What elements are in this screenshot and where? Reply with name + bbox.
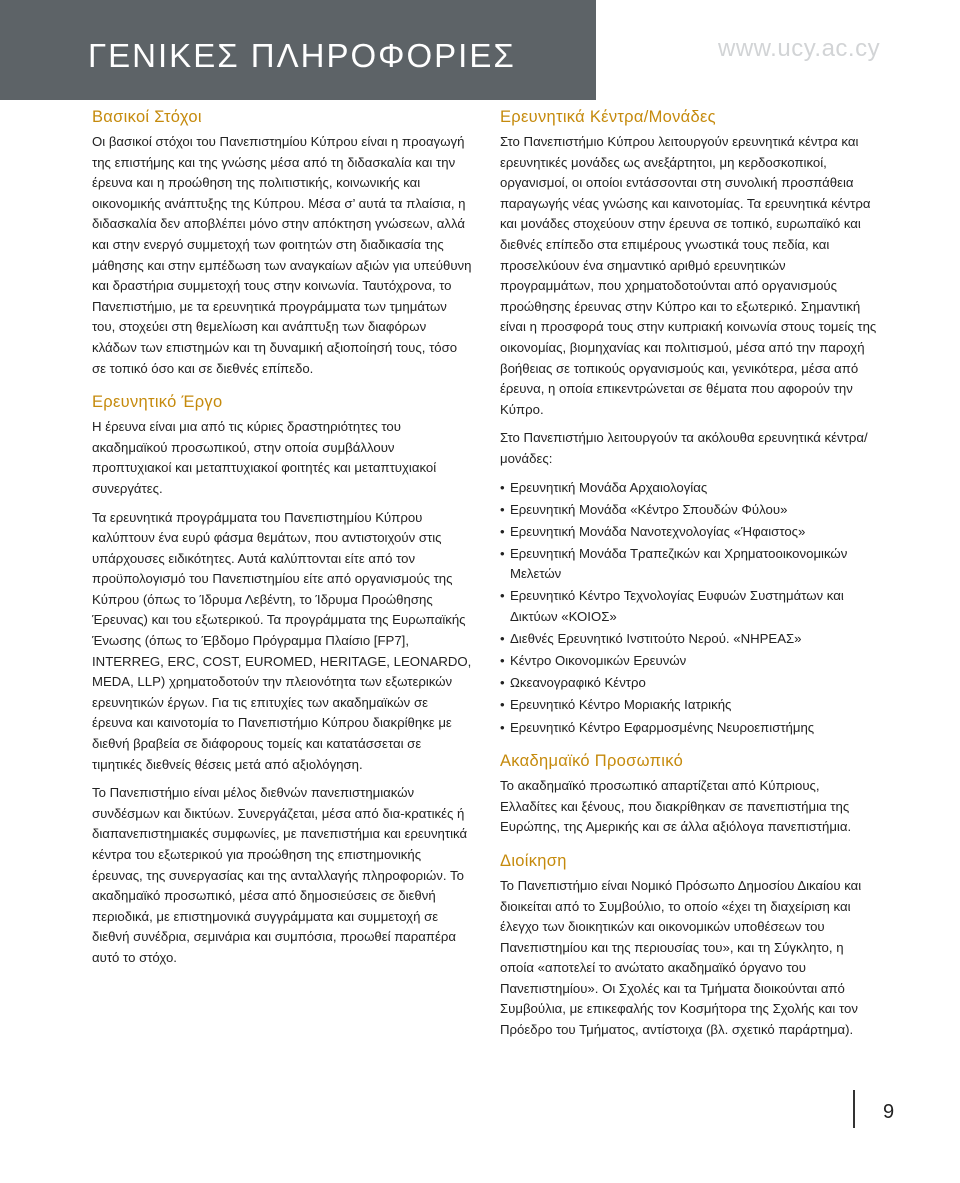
section-heading: Βασικοί Στόχοι: [92, 108, 202, 126]
page-title: ΓΕΝΙΚΕΣ ΠΛΗΡΟΦΟΡΙΕΣ: [88, 37, 516, 74]
paragraph: Οι βασικοί στόχοι του Πανεπιστημίου Κύπρου είναι η προαγωγή της επιστήμης και της γνώσης μέσα από τη διδασκαλία και την έρευνα και η προώθηση της πολιτιστικής, κοινωνικής και οικονομικής ανάπτυξης της Κύπρου. Μέσα σ’ αυτά τα πλαίσια, η διδασκαλία δεν αποβλέπει μόνο στην απόκτηση γνώσεων, αλλά και στην ενεργό συμμετοχή των φοιτητών στη διαδικασία της μάθησης και στην εμπέδωση των αναγκαίων αξιών για υπεύθυνη και δραστήρια συμμετοχή τους στην κοινωνία. Ταυτόχρονα, το Πανεπιστήμιο, με τα ερευνητικά προγράμματα των τμημάτων του, στοχεύει στη θεμελίωση και ανάπτυξη των διαφόρων κλάδων των επιστημών και τη δυναμική αξιοποίησή τους, τόσο σε τοπικό όσο και σε διεθνές επίπεδο.: [92, 134, 472, 376]
section-research-centres: [500, 106, 878, 738]
list-item: • Ερευνητική Μονάδα Αρχαιολογίας: [500, 478, 878, 499]
section-heading: Ακαδημαϊκό Προσωπικό: [500, 752, 684, 771]
section-basic-goals: [92, 106, 472, 379]
paragraph: Το ακαδημαϊκό προσωπικό απαρτίζεται από Κύπριους, Ελλαδίτες και ξένους, που διακρίθηκαν σε πανεπιστήμια της Ευρώπης, της Αμερικής και σε άλλα αξιόλογα πανεπιστήμια.: [500, 778, 852, 835]
list-item: • Ωκεανογραφικό Κέντρο: [500, 673, 878, 694]
list-item: • Ερευνητικό Κέντρο Εφαρμοσμένης Νευροεπιστήμης: [500, 718, 878, 739]
header-bar: [0, 0, 596, 100]
paragraph: Στο Πανεπιστήμιο Κύπρου λειτουργούν ερευνητικά κέντρα και ερευνητικές μονάδες ως ανεξάρτητοι, μη κερδοσκοπικοί, οργανισμοί, οι οποίοι εντάσσονται στη συνολική προσπάθεια παραγωγής νέας γνώσης και καινοτομίας. Τα ερευνητικά κέντρα και μονάδες στοχεύουν στην έρευνα σε τοπικό, ευρωπαϊκό και διεθνές επίπεδο στα επιμέρους γνωστικά τους πεδία, και προσελκύουν ένα σημαντικό αριθμό ερευνητικών προγραμμάτων, που χρηματοδοτούνται από οργανισμούς προώθησης έρευνας στην Κύπρο και το εξωτερικό. Σημαντική είναι η προσφορά τους στην κυπριακή κοινωνία στους τομείς της οικονομίας, βιομηχανίας και πολιτισμού, μέσα από την παροχή βοήθειας σε τοπικούς οργανισμούς και, γενικότερα, μέσα από έρευνα, η οποία επικεντρώνεται σε θέματα που αφορούν την Κύπρο.: [500, 134, 877, 417]
paragraph: Τα ερευνητικά προγράμματα του Πανεπιστημίου Κύπρου καλύπτουν ένα ευρύ φάσμα θεμάτων, που αντιστοιχούν στις υπάρχουσες ειδικότητες. Αυτά καλύπτονται είτε από τον προϋπολογισμό του Πανεπιστημίου είτε από οργανισμούς της Κύπρου (όπως το Ίδρυμα Λεβέντη, το Ίδρυμα Προώθησης Έρευνας) και του εξωτερικού. Τα προγράμματα της Ευρωπαϊκής Ένωσης (όπως το Έβδομο Πρόγραμμα Πλαίσιο [FP7], INTERREG, ERC, COST, EUROMED, HERITAGE, LEONARDO, MEDA, LLP) χρηματοδοτούν την πλειονότητα των εξωτερικών ερευνητικών έργων. Για τις επιτυχίες των ακαδημαϊκών σε έρευνα και καινοτομία το Πανεπιστήμιο Κύπρου διακρίθηκε με διεθνή βραβεία σε διάφορους τομείς και κατατάσσεται σε τιμητικές διεθνείς θέσεις μετά από αξιολόγηση.: [92, 509, 472, 772]
paragraph: Στο Πανεπιστήμιο λειτουργούν τα ακόλουθα ερευνητικά κέντρα/μονάδες:: [500, 430, 868, 466]
paragraph: Η έρευνα είναι μια από τις κύριες δραστηριότητες του ακαδημαϊκού προσωπικού, στην οποία συμβάλλουν προπτυχιακοί και μεταπτυχιακοί φοιτητές και μεταπτυχιακοί συνεργάτες.: [92, 419, 437, 496]
paragraph: Το Πανεπιστήμιο είναι μέλος διεθνών πανεπιστημιακών συνδέσμων και δικτύων. Συνεργάζεται, μέσα από δια-κρατικές ή διαπανεπιστημιακές συμφωνίες, με πανεπιστήμια και ερευνητικά κέντρα του εξωτερικού για προώθηση της επιστημονικής έρευνας, της συνεργασίας και της ανταλλαγής πληροφοριών. Το ακαδημαϊκό προσωπικό, μέσα από δημοσιεύσεις σε διεθνή περιοδικά, με επιστημονικά συγγράμματα και συμμετοχή σε διεθνή συνέδρια, σεμινάρια και συμπόσια, προωθεί παραπέρα αυτό το στόχο.: [92, 785, 468, 965]
section-administration: [500, 850, 878, 1041]
section-research-work: [92, 391, 472, 968]
list-item: • Ερευνητική Μονάδα Τραπεζικών και Χρηματοοικονομικών Μελετών: [500, 544, 878, 585]
paragraph: Το Πανεπιστήμιο είναι Νομικό Πρόσωπο Δημοσίου Δικαίου και διοικείται από το Συμβούλιο, το οποίο «έχει τη διαχείριση και έλεγχο των διοικητικών και οικονομικών υποθέσεων του Πανεπιστημίου και της περιουσίας του», και τη Σύγκλητο, η οποία «αποτελεί το ανώτατο ακαδημαϊκό όργανο του Πανεπιστημίου». Οι Σχολές και τα Τμήματα διοικούνται από Συμβούλια, με επικεφαλής τον Κοσμήτορα της Σχολής και τον Πρόεδρο του Τμήματος, αντίστοιχα (βλ. σχετικό παράρτημα).: [500, 877, 862, 1038]
list-item: • Διεθνές Ερευνητικό Ινστιτούτο Νερού. «ΝΗΡΕΑΣ»: [500, 629, 878, 650]
page-number-divider: [853, 1090, 855, 1128]
list-item: • Ερευνητικό Κέντρο Μοριακής Ιατρικής: [500, 695, 878, 716]
right-column: [500, 106, 878, 1049]
section-academic-staff: [500, 750, 878, 838]
section-heading: Διοίκηση: [500, 851, 567, 870]
list-item: • Κέντρο Οικονομικών Ερευνών: [500, 651, 878, 672]
list-item: • Ερευνητικό Κέντρο Τεχνολογίας Ευφυών Συστημάτων και Δικτύων «ΚΟΙΟΣ»: [500, 586, 878, 627]
list-item: • Ερευνητική Μονάδα «Κέντρο Σπουδών Φύλου»: [500, 500, 878, 521]
page-number: 9: [883, 1101, 895, 1123]
research-centres-list: [500, 478, 878, 739]
section-heading: Ερευνητικό Έργο: [92, 393, 223, 412]
left-column: [92, 106, 472, 977]
list-item: • Ερευνητική Μονάδα Νανοτεχνολογίας «Ήφαιστος»: [500, 522, 878, 543]
site-url[interactable]: www.ucy.ac.cy: [718, 35, 881, 62]
section-heading: Ερευνητικά Κέντρα/Μονάδες: [500, 108, 716, 126]
